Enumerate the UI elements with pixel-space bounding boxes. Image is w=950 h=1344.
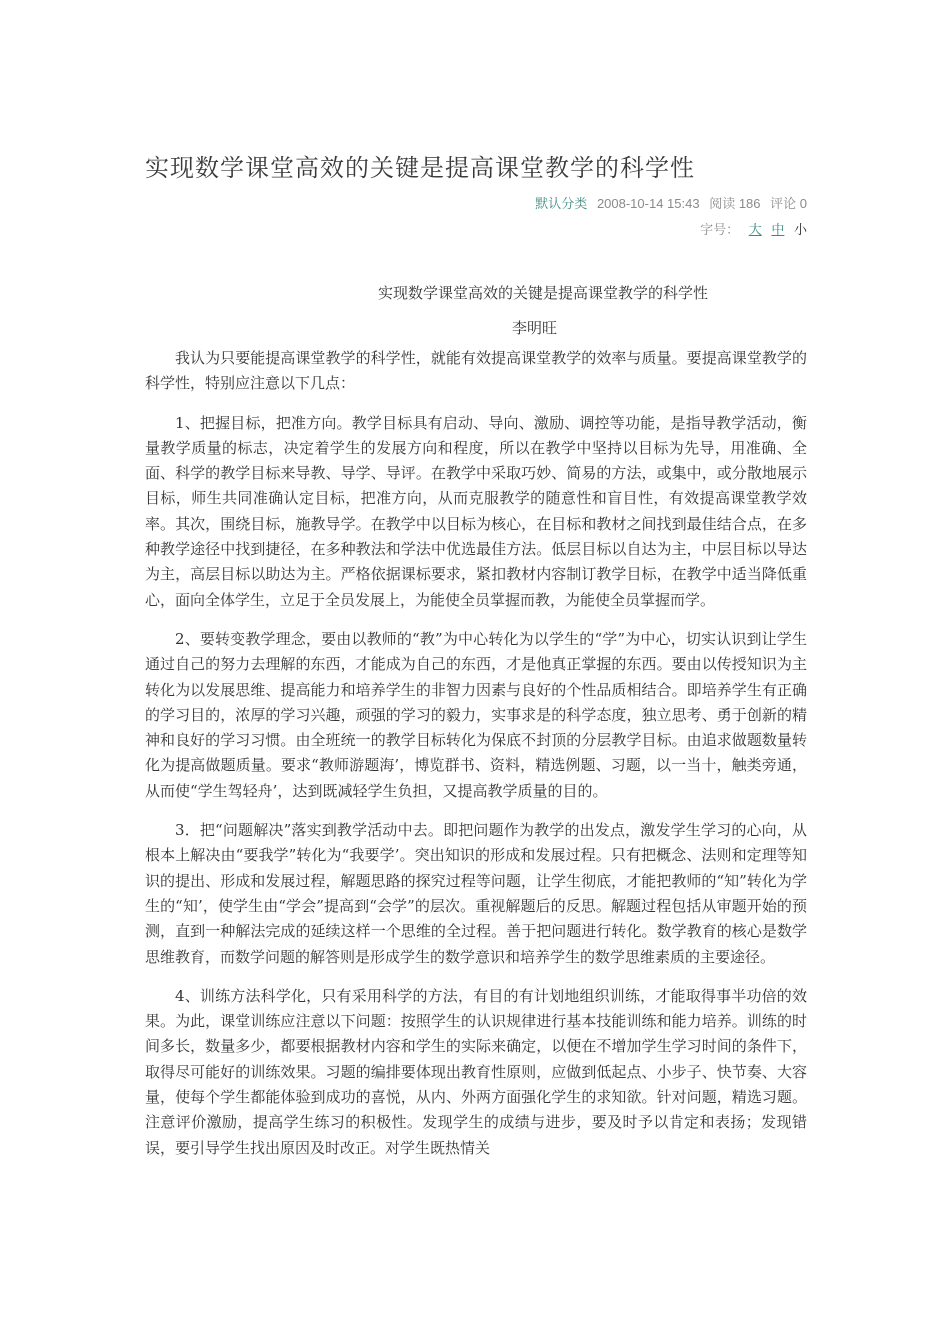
article-title: 实现数学课堂高效的关键是提高课堂教学的科学性 — [378, 284, 709, 302]
post-meta — [535, 193, 807, 212]
comment-count[interactable]: 评论 0 — [770, 196, 807, 211]
category-link[interactable]: 默认分类 — [535, 196, 588, 211]
post-datetime: 2008-10-14 15:43 — [596, 196, 700, 211]
paragraph-3: 3．把“问题解决”落实到教学活动中去。即把问题作为教学的出发点，激发学生学习的心向，从根本上解决由“要我学”转化为“我要学’。突出知识的形成和发展过程。只有把概念、法则和定理等知识的提出、形成和发展过程，解题思路的探究过程等问题，让学生彻底，才能把教师的“知”转化为学生的“知’，使学生由“学会”提高到“会学”的层次。重视解题后的反思。解题过程包括从审题开始的预测，直到一种解法完成的延续这样一个思维的全过程。善于把问题进行转化。数学教育的核心是数学思维教育，而数学问题的解答则是形成学生的数学意识和培养学生的数学思维素质的主要途径。 — [145, 821, 807, 966]
font-size-medium-link[interactable]: 中 — [771, 222, 785, 237]
paragraph-2: 2、要转变教学理念，要由以教师的“教”为中心转化为以学生的“学”为中心，切实认识到让学生通过自己的努力去理解的东西，才能成为自己的东西，才是他真正掌握的东西。要由以传授知识为主转化为以发展思维、提高能力和培养学生的非智力因素与良好的个性品质相结合。即培养学生有正确的学习目的，浓厚的学习兴趣，顽强的学习的毅力，实事求是的科学态度，独立思考、勇于创新的精神和良好的学习习惯。由全班统一的教学目标转化为保底不封顶的分层教学目标。由追求做题数量转化为提高做题质量。要求“教师游题海’，博览群书、资料，精选例题、习题，以一当十，触类旁通，从而使“学生驾轻舟’，达到既减轻学生负担，又提高教学质量的目的。 — [145, 629, 807, 800]
article-author: 李明旺 — [512, 319, 558, 337]
article-body — [145, 346, 807, 1175]
font-size-switcher — [700, 219, 807, 238]
font-size-label: 字号： — [700, 222, 740, 237]
read-count: 阅读 186 — [709, 196, 761, 211]
paragraph-4: 4、训练方法科学化，只有采用科学的方法，有目的有计划地组织训练，才能取得事半功倍的效果。为此，课堂训练应注意以下问题：按照学生的认识规律进行基本技能训练和能力培养。训练的时间多长，数量多少，都要根据教材内容和学生的实际来确定，以便在不增加学生学习时间的条件下，取得尽可能好的训练效果。习题的编排要体现出教育性原则，应做到低起点、小步子、快节奏、大容量，使每个学生都能体验到成功的喜悦，从内、外两方面强化学生的求知欲。针对问题，精选习题。注意评价激励，提高学生练习的积极性。发现学生的成绩与进步，要及时予以肯定和表扬；发现错误，要引导学生找出原因及时改正。对学生既热情关 — [145, 986, 807, 1157]
font-size-small-link[interactable]: 小 — [793, 222, 807, 237]
paragraph-intro: 我认为只要能提高课堂教学的科学性，就能有效提高课堂教学的效率与质量。要提高课堂教学的科学性，特别应注意以下几点： — [145, 349, 807, 393]
font-size-large-link[interactable]: 大 — [748, 222, 762, 237]
paragraph-1: 1、把握目标，把准方向。教学目标具有启动、导向、激励、调控等功能，是指导教学活动，衡量教学质量的标志，决定着学生的发展方向和程度，所以在教学中坚持以目标为先导，用准确、全面、科学的教学目标来导教、导学、导评。在教学中采取巧妙、简易的方法，或集中，或分散地展示目标，师生共同准确认定目标，把准方向，从而克服教学的随意性和盲目性，有效提高课堂教学效率。其次，围绕目标，施教导学。在教学中以目标为核心，在目标和教材之间找到最佳结合点，在多种教学途径中找到捷径，在多种教法和学法中优选最佳方法。低层目标以自达为主，中层目标以导达为主，高层目标以助达为主。严格依据课标要求，紧扣教材内容制订教学目标，在教学中适当降低重心，面向全体学生，立足于全员发展上，为能使全员掌握而教，为能使全员掌握而学。 — [145, 413, 807, 609]
page-title: 实现数学课堂高效的关键是提高课堂教学的科学性 — [145, 154, 695, 182]
